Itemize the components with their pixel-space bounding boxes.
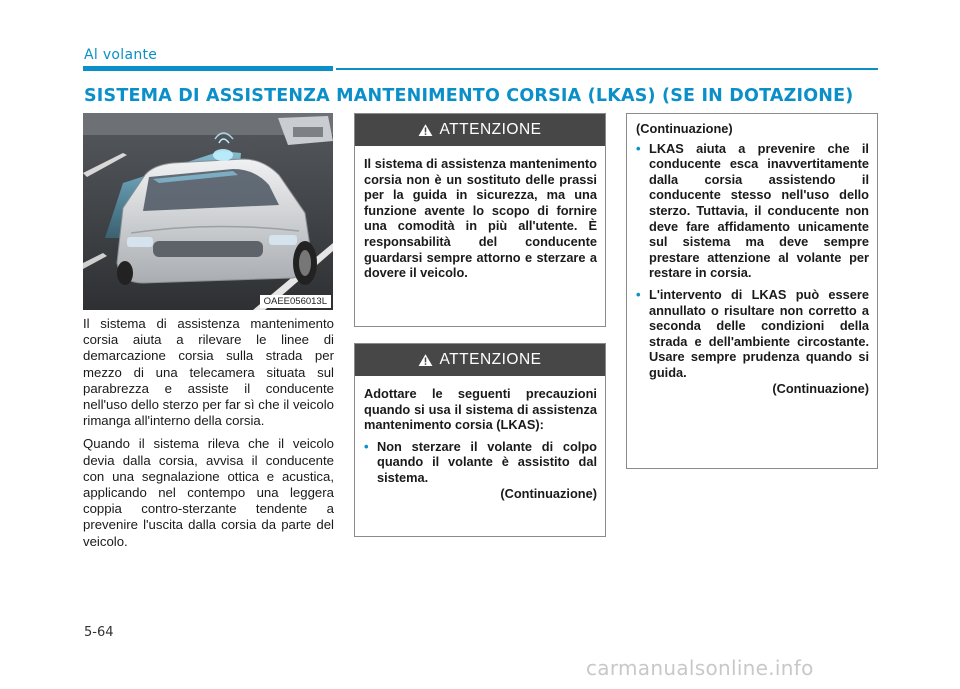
warning-triangle-icon bbox=[418, 123, 433, 137]
continuation-box bbox=[626, 113, 878, 469]
continued-top-label: (Continuazione) bbox=[636, 121, 733, 136]
warning-body bbox=[355, 146, 605, 287]
warning-box-1 bbox=[354, 113, 606, 327]
watermark: carmanualsonline.info bbox=[586, 656, 814, 680]
header-rule-thick bbox=[83, 66, 333, 71]
warning-intro: Adottare le seguenti precauzioni quando si usa il sistema di assistenza mantenimento corsia (LKAS): bbox=[364, 386, 597, 433]
bullet-dot: • bbox=[636, 286, 641, 302]
warning-header bbox=[355, 114, 605, 146]
warning-box-2 bbox=[354, 343, 606, 537]
warning-header bbox=[355, 344, 605, 376]
lkas-illustration bbox=[83, 113, 333, 310]
body-paragraph-2: Quando il sistema rileva che il veicolo devia dalla corsia, avvisa il conducente con una segnalazione ottica e acustica, applicando nel contempo una leggera coppia contro-sterzante tendente a prevenire l'uscita dalla corsia da parte del veicolo. bbox=[83, 436, 334, 549]
header-rule-thin bbox=[336, 68, 878, 70]
warning-heading: ATTENZIONE bbox=[439, 351, 542, 368]
bullet-text: L'intervento di LKAS può essere annullato o risultare non corretto a seconda delle condizioni della strada e dell'ambiente circostante. Usare sempre prudenza quando si guida. bbox=[649, 286, 869, 380]
warning-heading: ATTENZIONE bbox=[439, 121, 542, 138]
bullet-text: LKAS aiuta a prevenire che il conducente esca inavvertitamente dalla corsia assistendo il conducente stesso nell'uso dello sterzo. Tuttavia, il conducente non deve fare affidamento unicamente sul sistema ma deve sempre prestare attenzione al volante per restare in corsia. bbox=[649, 140, 869, 281]
body-text bbox=[83, 316, 334, 557]
section-label: Al volante bbox=[84, 47, 158, 63]
warning-text: Il sistema di assistenza mantenimento corsia non è un sostituto delle prassi per la guida in sicurezza, ma una funzione avente lo scopo di fornire una comodità in più all'utente. È responsabilità del conducente guardarsi sempre attorno e sterzare a dovere il veicolo. bbox=[364, 156, 597, 281]
bullet-dot: • bbox=[364, 438, 369, 454]
continuation-body bbox=[627, 114, 877, 402]
body-paragraph-1: Il sistema di assistenza mantenimento corsia aiuta a rilevare le linee di demarcazione corsia sulla strada per mezzo di una telecamera situata sul parabrezza e assiste il conducente nell'uso dello sterzo per far sì che il veicolo rimanga all'interno della corsia. bbox=[83, 316, 334, 429]
page-title: SISTEMA DI ASSISTENZA MANTENIMENTO CORSIA (LKAS) (SE IN DOTAZIONE) bbox=[84, 86, 854, 106]
list-item bbox=[364, 439, 597, 486]
warning-triangle-icon bbox=[418, 353, 433, 367]
bullet-dot: • bbox=[636, 140, 641, 156]
figure-code: OAEE056013L bbox=[260, 295, 331, 308]
continued-label: (Continuazione) bbox=[772, 380, 869, 396]
list-item bbox=[636, 287, 869, 381]
page-number: 5-64 bbox=[84, 625, 114, 640]
continued-label: (Continuazione) bbox=[500, 485, 597, 501]
list-item bbox=[636, 141, 869, 281]
bullet-text: Non sterzare il volante di colpo quando il volante è assistito dal sistema. bbox=[377, 438, 597, 485]
warning-body bbox=[355, 376, 605, 507]
car-illustration bbox=[83, 113, 333, 310]
